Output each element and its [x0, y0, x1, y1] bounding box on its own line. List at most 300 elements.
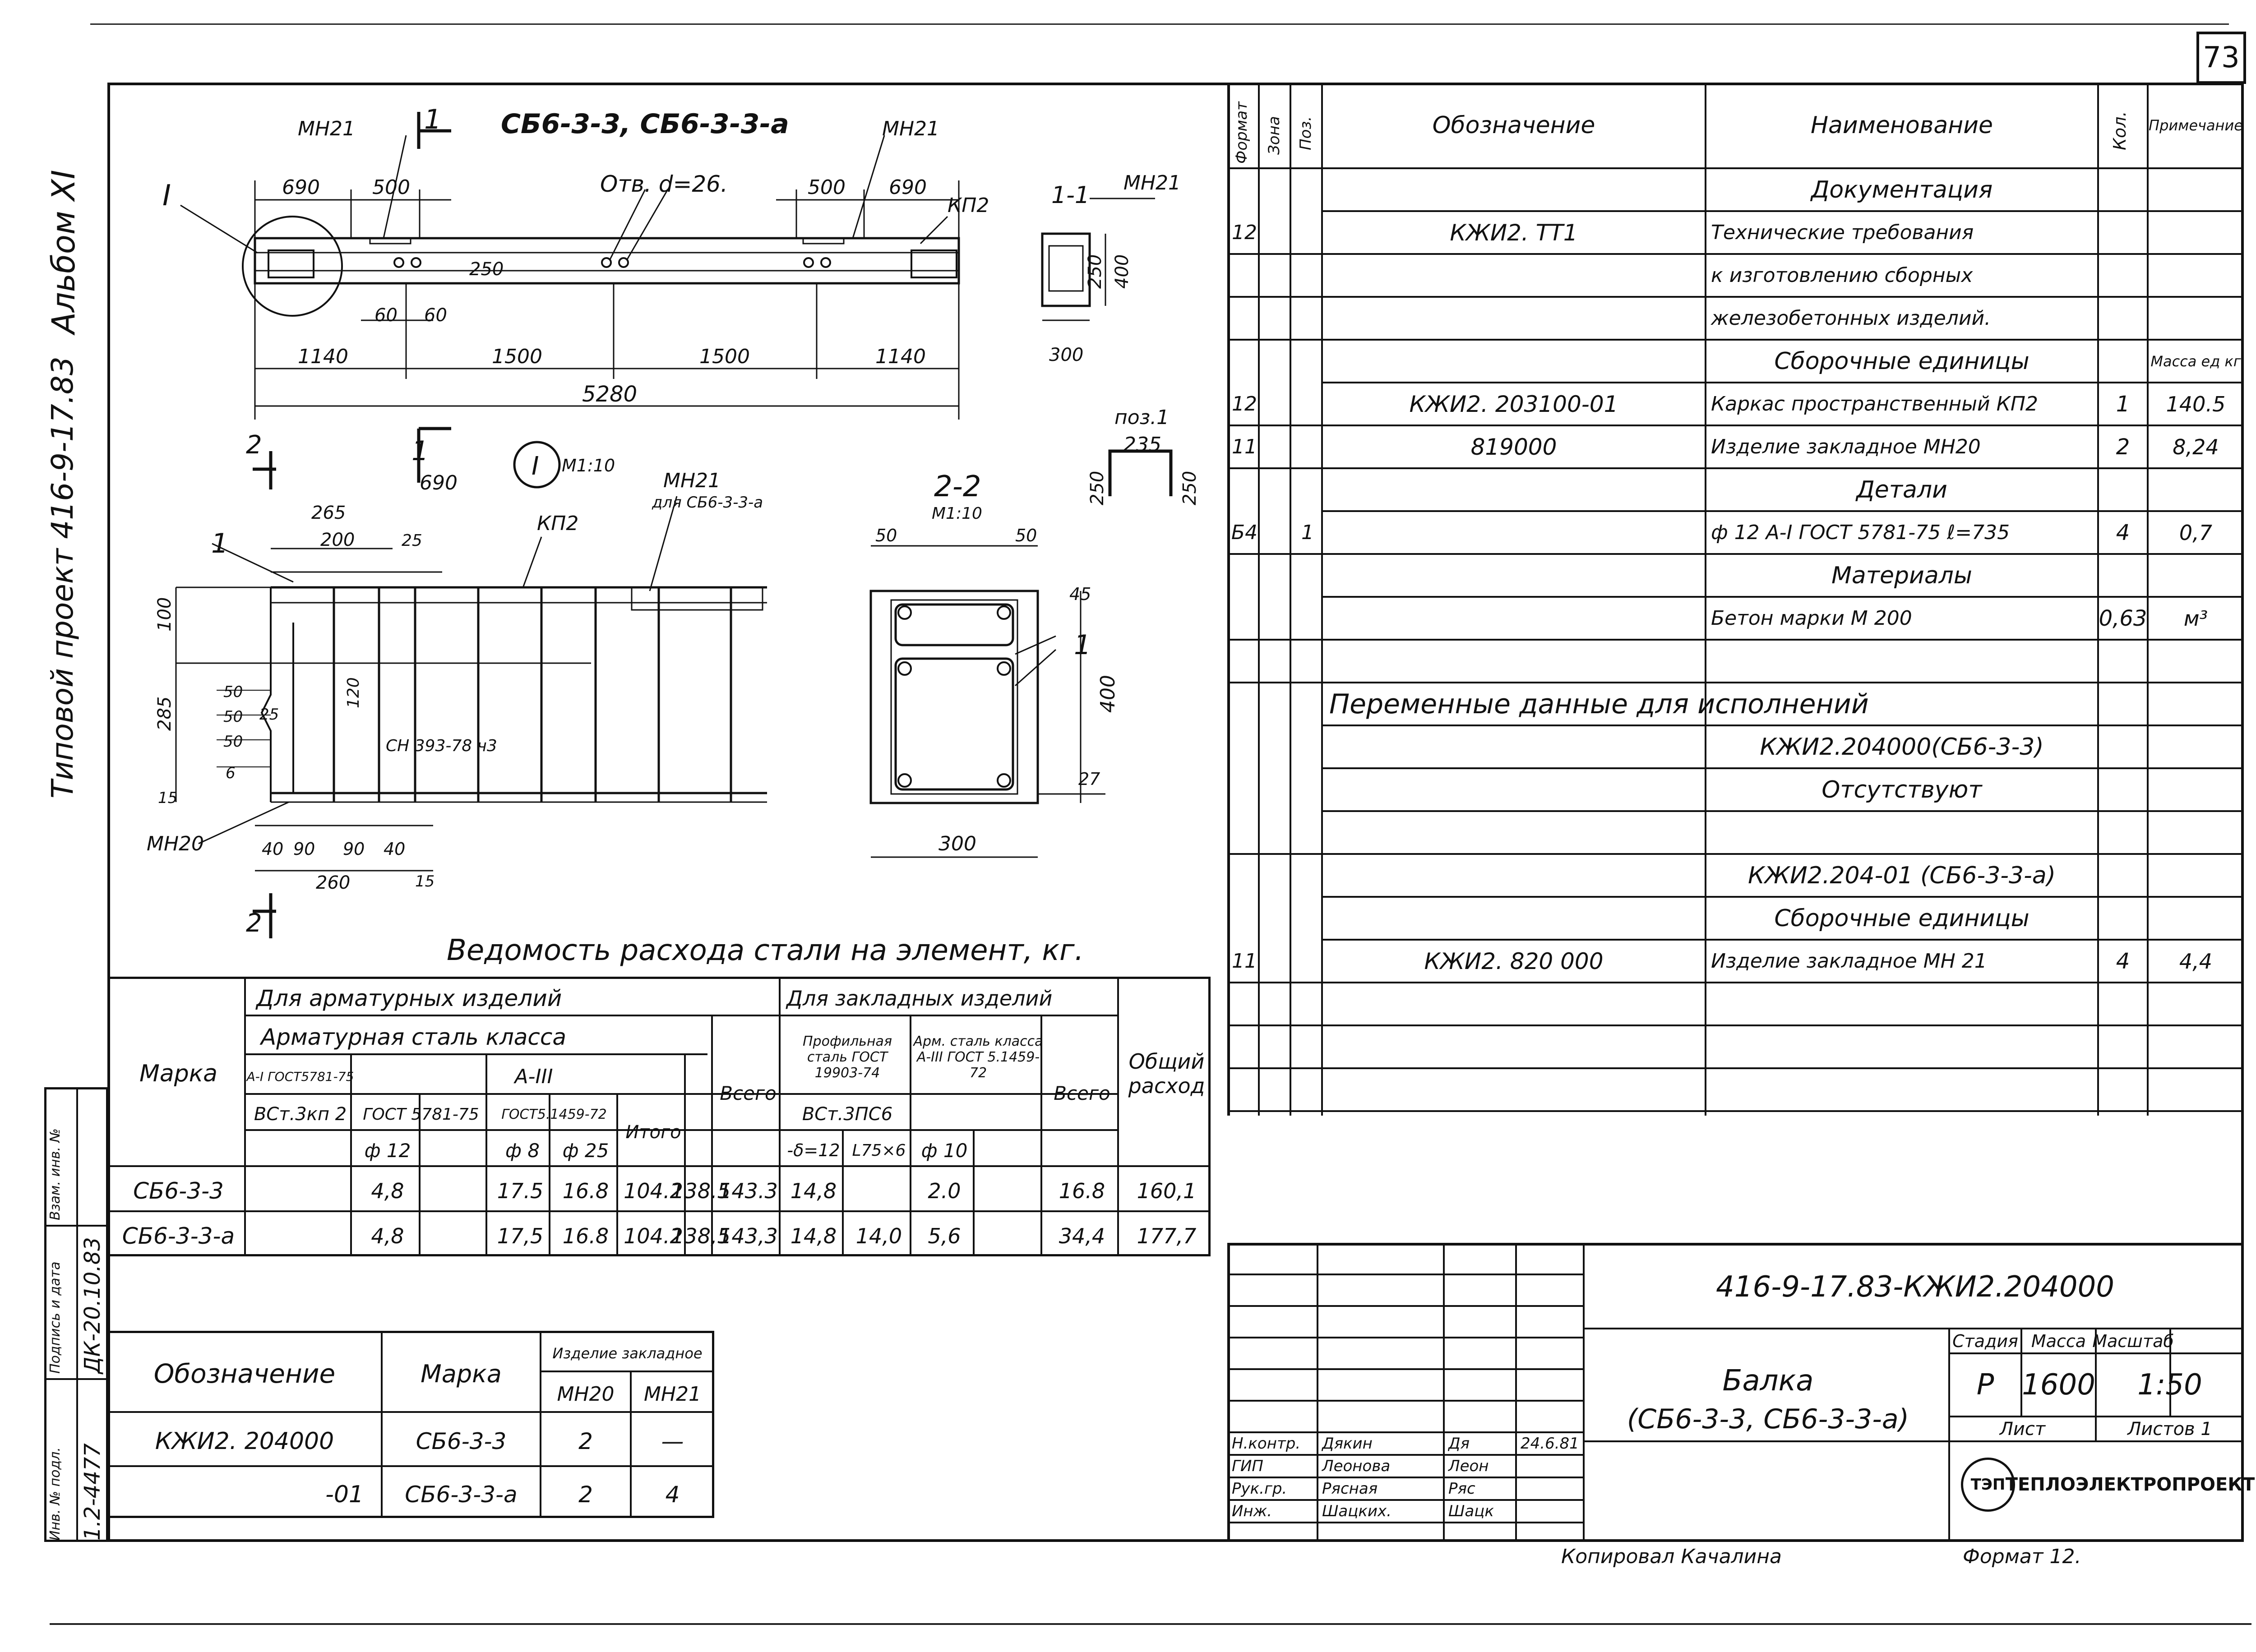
- title-stage-header: Стадия: [1952, 1331, 2018, 1351]
- s11-dim-300: 300: [1049, 345, 1084, 365]
- steel-row-cell: 143,3: [718, 1224, 778, 1248]
- spec-cell-r: 0,7: [2179, 520, 2213, 545]
- spec-cell-q: [2098, 1025, 2148, 1068]
- steel-row-cell: 17.5: [497, 1179, 544, 1203]
- steel-h-arm-class: Арматурная сталь класса: [261, 1024, 567, 1050]
- spec-cell-d: [1322, 597, 1706, 640]
- spec-cell-p: [1290, 1068, 1325, 1111]
- spec-cell-q: [2098, 854, 2148, 897]
- spec-cell-d: [1322, 297, 1706, 340]
- detail-scale: М1:10: [562, 456, 615, 475]
- spec-cell-p: [1290, 640, 1325, 683]
- spec-cell-r: [2148, 725, 2244, 768]
- pos1-label: поз.1: [1114, 406, 1170, 429]
- spec-cell-p: [1290, 854, 1325, 897]
- spec-cell-d: [1322, 468, 1706, 511]
- detail-mh20: МН20: [147, 832, 204, 855]
- spec-cell-d: [1322, 768, 1706, 811]
- spec-cell-r: [2148, 640, 2244, 683]
- dim-overall: 5280: [582, 382, 638, 407]
- spec-cell-r: [2148, 297, 2244, 340]
- page-number: 73: [2203, 41, 2240, 74]
- spec-cell-r: [2148, 554, 2244, 597]
- steel-h-g5781: ГОСТ 5781-75: [363, 1105, 479, 1124]
- steel-table-title: Ведомость расхода стали на элемент, кг.: [447, 934, 1084, 967]
- s22-dim-50-a: 50: [875, 526, 897, 545]
- s22-dim-50-b: 50: [1015, 526, 1037, 545]
- spec-cell-q: [2098, 640, 2148, 683]
- spec-cell-d: 819000: [1470, 434, 1557, 460]
- steel-row-cell: 5,6: [928, 1224, 961, 1248]
- steel-row-cell: 138.5: [671, 1179, 730, 1203]
- spec-cell-r: [2148, 1068, 2244, 1111]
- steel-h-marka: Марка: [139, 1060, 217, 1087]
- sign-value: ДК-20.10.83: [80, 1237, 105, 1374]
- spec-cell-d: [1322, 1068, 1706, 1111]
- section-1-1-mh21: МН21: [1123, 171, 1181, 194]
- spec-cell-q: [2098, 683, 2148, 725]
- dim-top-500-right: 500: [808, 176, 846, 199]
- person-role: Н.контр.: [1232, 1435, 1301, 1453]
- person-date: [1516, 1477, 1584, 1500]
- detail-dim-90-a: 90: [293, 839, 315, 859]
- small-row-1-marka: СБ6-3-3: [416, 1428, 507, 1454]
- spec-cell-r: [2148, 254, 2244, 297]
- title-name2: (СБ6-3-3, СБ6-3-3-а): [1627, 1403, 1909, 1435]
- spec-cell-f: [1227, 597, 1262, 640]
- spec-cell-n: КЖИ2.204000(СБ6-3-3): [1760, 733, 2044, 761]
- beam-drawing: [0, 0, 1227, 983]
- spec-cell-f: [1227, 297, 1262, 340]
- small-h-embedded: Изделие закладное: [552, 1345, 703, 1362]
- spec-cell-f: [1227, 854, 1262, 897]
- dim-top-500-left: 500: [372, 176, 410, 199]
- spec-cell-f: [1227, 725, 1262, 768]
- detail-690: 690: [420, 471, 458, 494]
- spec-cell-f: 11: [1232, 435, 1257, 458]
- spec-cell-n: Переменные данные для исполнений: [1329, 688, 1869, 720]
- dim-bottom-1140-left: 1140: [298, 345, 348, 368]
- spec-h-name: Наименование: [1810, 112, 1993, 139]
- detail-mh21-note: для СБ6-3-3-а: [652, 494, 763, 512]
- inv-value: 1.2-4477: [80, 1443, 105, 1541]
- steel-row-cell: 14,8: [790, 1179, 837, 1203]
- dim-bottom-1140-right: 1140: [875, 345, 926, 368]
- spec-cell-p: [1290, 168, 1325, 211]
- person-sign: Шацк: [1448, 1502, 1494, 1520]
- project-label: Типовой проект 416-9-17.83: [45, 356, 80, 798]
- steel-h-delta: -δ=12: [787, 1140, 840, 1160]
- spec-cell-q: [2098, 168, 2148, 211]
- spec-cell-p: [1290, 983, 1325, 1025]
- spec-cell-f: [1227, 897, 1262, 940]
- person-sign: Дя: [1448, 1435, 1470, 1453]
- spec-cell-q: 4: [2116, 520, 2130, 545]
- label-big-I: I: [162, 179, 171, 212]
- title-code: 416-9-17.83-КЖИ2.204000: [1716, 1270, 2114, 1304]
- steel-row-cell: 17,5: [497, 1224, 544, 1248]
- spec-cell-f: [1227, 640, 1262, 683]
- spec-cell-p: [1290, 554, 1325, 597]
- detail-dim-50-a: 50: [223, 683, 243, 701]
- person-role: ГИП: [1232, 1457, 1263, 1475]
- spec-cell-f: [1227, 168, 1262, 211]
- steel-row-cell: 14,0: [855, 1224, 902, 1248]
- spec-cell-r: 140.5: [2166, 392, 2226, 416]
- dim-60-a: 60: [374, 305, 398, 326]
- steel-row-cell: 104.2: [624, 1224, 683, 1248]
- spec-cell-r: [2148, 168, 2244, 211]
- person-date: 24.6.81: [1521, 1435, 1579, 1453]
- steel-h-d25: ф 25: [562, 1139, 609, 1162]
- spec-cell-p: [1290, 254, 1325, 297]
- small-h-mh20: МН20: [557, 1382, 615, 1406]
- steel-h-a1: А-I ГОСТ5781-75: [246, 1069, 354, 1084]
- steel-row-cell: 177,7: [1137, 1224, 1197, 1248]
- steel-h-vst: ВСт.3кп 2: [254, 1104, 347, 1125]
- s22-dim-300: 300: [938, 832, 976, 855]
- spec-cell-p: [1290, 940, 1325, 983]
- spec-cell-q: 4: [2116, 948, 2130, 974]
- spec-cell-q: 0,63: [2099, 605, 2147, 631]
- spec-cell-n: Документация: [1811, 176, 1993, 203]
- detail-dim-100: 100: [154, 597, 175, 632]
- s11-dim-250: 250: [1085, 254, 1105, 289]
- dim-top-690-left: 690: [282, 176, 320, 199]
- spec-cell-f: [1227, 254, 1262, 297]
- person-name: Дякин: [1322, 1435, 1373, 1453]
- spec-cell-p: [1290, 683, 1325, 725]
- person-sign: Ряс: [1448, 1480, 1475, 1498]
- spec-cell-q: [2098, 254, 2148, 297]
- steel-h-itogo: Итого: [625, 1122, 681, 1143]
- person-name: Леонова: [1322, 1457, 1391, 1475]
- title-mass: 1600: [2022, 1368, 2095, 1402]
- spec-cell-d: [1322, 1025, 1706, 1068]
- spec-cell-n: [1706, 640, 2098, 683]
- spec-cell-d: [1322, 983, 1706, 1025]
- dim-bottom-1500-a: 1500: [492, 345, 542, 368]
- spec-table: [1227, 83, 2244, 1116]
- small-row-1-mh20: 2: [578, 1428, 593, 1454]
- spec-cell-d: [1322, 511, 1706, 554]
- spec-cell-r: 4,4: [2179, 949, 2213, 974]
- dim-top-690-right: 690: [889, 176, 927, 199]
- inv-dup-label: Взам. инв. №: [47, 1128, 63, 1220]
- steel-h-arm-st: Арм. сталь класса А-III ГОСТ 5.1459-72: [913, 1033, 1043, 1081]
- spec-cell-p: 1: [1301, 521, 1314, 544]
- pos1-dim-235: 235: [1123, 433, 1161, 456]
- title-scale-header: Масштаб: [2092, 1331, 2174, 1351]
- spec-cell-d: [1322, 168, 1706, 211]
- spec-cell-d: КЖИ2. ТТ1: [1450, 219, 1578, 246]
- spec-cell-r: м³: [2183, 606, 2208, 631]
- mh21-right-label: МН21: [882, 117, 940, 140]
- mh21-left-label: МН21: [298, 117, 356, 140]
- spec-cell-q: 1: [2116, 391, 2130, 417]
- spec-h-pos: Поз.: [1297, 116, 1315, 150]
- spec-cell-f: [1227, 1068, 1262, 1111]
- dim-250: 250: [469, 259, 504, 280]
- steel-row-cell: 14,8: [790, 1224, 837, 1248]
- spec-cell-q: [2098, 725, 2148, 768]
- label-1-mid: 1: [411, 435, 429, 467]
- steel-h-total: Общий расход: [1128, 1049, 1205, 1098]
- spec-cell-f: [1227, 554, 1262, 597]
- spec-cell-d: КЖИ2. 820 000: [1424, 948, 1604, 974]
- spec-cell-n: к изготовлению сборных: [1711, 264, 1973, 287]
- spec-cell-n: Сборочные единицы: [1774, 904, 2029, 932]
- dim-60-b: 60: [424, 305, 447, 326]
- spec-cell-q: [2098, 1068, 2148, 1111]
- person-sign: Леон: [1448, 1457, 1489, 1475]
- steel-row-cell: 34,4: [1059, 1224, 1105, 1248]
- steel-h-d12: ф 12: [364, 1139, 411, 1162]
- spec-h-format: Формат: [1233, 102, 1251, 164]
- spec-cell-p: [1290, 1025, 1325, 1068]
- spec-cell-d: [1322, 725, 1706, 768]
- spec-cell-d: [1322, 811, 1706, 854]
- spec-cell-f: 12: [1232, 221, 1257, 244]
- spec-cell-q: [2098, 340, 2148, 383]
- steel-row-cell: 4,8: [371, 1224, 404, 1248]
- spec-cell-n: [1706, 983, 2098, 1025]
- album-label: Альбом XI: [45, 170, 82, 334]
- spec-cell-d: [1322, 340, 1706, 383]
- spec-cell-p: [1290, 468, 1325, 511]
- spec-cell-r: [2148, 854, 2244, 897]
- page-number-box: [2196, 32, 2246, 84]
- spec-cell-n: Каркас пространственный КП2: [1711, 392, 2038, 415]
- spec-cell-p: [1290, 897, 1325, 940]
- spec-cell-q: [2098, 983, 2148, 1025]
- side-stamp: [44, 1087, 108, 1542]
- spec-cell-n: [1706, 1025, 2098, 1068]
- spec-cell-q: [2098, 811, 2148, 854]
- s11-dim-400: 400: [1112, 254, 1133, 289]
- spec-cell-n: Технические требования: [1711, 221, 1974, 244]
- spec-cell-r: 8,24: [2173, 434, 2219, 459]
- spec-cell-p: [1290, 425, 1325, 468]
- spec-cell-n: Материалы: [1831, 562, 1972, 589]
- spec-cell-f: [1227, 768, 1262, 811]
- detail-dim-50-c: 50: [223, 733, 243, 751]
- copied-by: Копировал Качалина: [1561, 1545, 1782, 1568]
- spec-cell-d: [1322, 254, 1706, 297]
- spec-cell-p: [1290, 297, 1325, 340]
- spec-cell-n: Изделие закладное МН 21: [1711, 950, 1987, 973]
- spec-cell-f: [1227, 811, 1262, 854]
- spec-cell-f: [1227, 683, 1262, 725]
- title-mass-header: Масса: [2031, 1331, 2086, 1351]
- detail-dim-6: 6: [226, 764, 236, 782]
- spec-cell-r: [2148, 1025, 2244, 1068]
- spec-cell-n: Изделие закладное МН20: [1711, 435, 1981, 458]
- label-2-top: 2: [246, 430, 262, 460]
- spec-cell-n: КЖИ2.204-01 (СБ6-3-3-а): [1747, 862, 2056, 889]
- org-logo-letters: ТЭП: [1970, 1476, 2006, 1494]
- steel-row-cell: 16.8: [562, 1179, 609, 1203]
- steel-h-d10: ф 10: [921, 1139, 968, 1162]
- title-name: Балка: [1722, 1364, 1814, 1398]
- kp2-label: КП2: [948, 194, 989, 217]
- steel-row-cell: 16.8: [562, 1224, 609, 1248]
- spec-cell-d: [1322, 897, 1706, 940]
- steel-h-vsego: Всего: [720, 1082, 777, 1104]
- steel-h-a3: А-III: [514, 1065, 553, 1088]
- spec-cell-n: железобетонных изделий.: [1711, 307, 1991, 330]
- title-scale: 1:50: [2137, 1368, 2202, 1402]
- spec-cell-p: [1290, 597, 1325, 640]
- drawing-title: СБ6-3-3, СБ6-3-3-а: [501, 108, 789, 140]
- title-sheet: Лист: [1999, 1418, 2046, 1440]
- embedded-parts-table: [107, 1331, 714, 1518]
- detail-mh21: МН21: [663, 469, 721, 492]
- org-name: ТЕПЛОЭЛЕКТРОПРОЕКТ: [2005, 1474, 2255, 1495]
- spec-cell-p: [1290, 768, 1325, 811]
- spec-cell-q: [2098, 897, 2148, 940]
- steel-h-emb-group: Для закладных изделий: [786, 986, 1053, 1011]
- spec-cell-f: 12: [1232, 392, 1257, 415]
- spec-cell-f: [1227, 983, 1262, 1025]
- spec-cell-d: [1322, 854, 1706, 897]
- detail-dim-200: 200: [320, 530, 355, 550]
- s22-dim-27: 27: [1078, 769, 1100, 789]
- spec-cell-q: 2: [2116, 434, 2130, 460]
- steel-h-arm-group: Для арматурных изделий: [256, 985, 562, 1011]
- steel-h-d8: ф 8: [505, 1139, 540, 1162]
- hole-label: Отв. d=26.: [600, 171, 728, 197]
- spec-cell-n: Сборочные единицы: [1774, 347, 2029, 375]
- detail-dim-285: 285: [154, 696, 175, 731]
- detail-dim-40-a: 40: [262, 839, 284, 859]
- spec-cell-p: [1290, 725, 1325, 768]
- spec-cell-f: Б4: [1231, 521, 1258, 544]
- detail-dim-120: 120: [344, 677, 363, 708]
- steel-h-vsego2: Всего: [1054, 1082, 1110, 1104]
- detail-label-1: 1: [211, 528, 229, 559]
- steel-row-cell: 143.3: [718, 1179, 778, 1203]
- spec-h-qty: Кол.: [2110, 111, 2130, 150]
- detail-dim-50-b: 50: [223, 708, 243, 726]
- label-2-bottom: 2: [246, 909, 262, 938]
- steel-h-vst3: ВСт.3ПС6: [802, 1104, 893, 1125]
- spec-cell-r: [2148, 768, 2244, 811]
- person-name: Рясная: [1322, 1480, 1378, 1498]
- person-role: Инж.: [1232, 1502, 1272, 1520]
- section-1-1-title: 1-1: [1051, 182, 1090, 209]
- section-2-2-scale: М1:10: [932, 504, 982, 523]
- inv-orig-label: Инв. № подл.: [47, 1447, 63, 1541]
- spec-cell-q: [2098, 211, 2148, 254]
- label-section-1-top: 1: [424, 104, 442, 135]
- detail-I-label: I: [532, 452, 539, 481]
- dim-bottom-1500-b: 1500: [699, 345, 750, 368]
- detail-dim-25: 25: [402, 531, 422, 550]
- steel-h-l75: L75×6: [852, 1141, 906, 1160]
- spec-cell-p: [1290, 340, 1325, 383]
- s22-dim-45: 45: [1069, 584, 1091, 604]
- title-stage: Р: [1976, 1368, 1994, 1402]
- person-name: Шацких.: [1322, 1502, 1392, 1520]
- person-role: Рук.гр.: [1232, 1480, 1287, 1498]
- format-label: Формат 12.: [1963, 1545, 2081, 1568]
- spec-cell-r: [2148, 211, 2244, 254]
- small-row-1-designation: КЖИ2. 204000: [155, 1428, 334, 1455]
- spec-cell-r: [2148, 983, 2244, 1025]
- spec-h-designation: Обозначение: [1432, 112, 1595, 139]
- spec-cell-f: [1227, 340, 1262, 383]
- small-row-2-marka: СБ6-3-3-а: [405, 1481, 518, 1508]
- small-row-1-mh21: —: [661, 1428, 684, 1454]
- small-h-mh21: МН21: [643, 1382, 702, 1406]
- steel-h-g51459: ГОСТ5.1459-72: [501, 1106, 607, 1122]
- spec-cell-f: 11: [1232, 950, 1257, 973]
- detail-dim-260: 260: [316, 872, 351, 893]
- spec-cell-n: [1706, 811, 2098, 854]
- steel-row-cell: 160,1: [1137, 1179, 1197, 1203]
- steel-row-mark: СБ6-3-3-а: [122, 1223, 235, 1249]
- steel-row-cell: 138,5: [671, 1224, 730, 1248]
- spec-cell-r: Масса ед кг: [2150, 352, 2241, 370]
- spec-cell-r: [2148, 811, 2244, 854]
- small-row-2-mh20: 2: [578, 1481, 593, 1508]
- detail-dim-15: 15: [158, 789, 178, 807]
- person-date: [1516, 1455, 1584, 1477]
- spec-cell-p: [1290, 383, 1325, 425]
- spec-cell-n: Отсутствуют: [1821, 776, 1982, 803]
- title-block: [1227, 1243, 2255, 1542]
- bottom-border-line: [50, 1623, 2251, 1625]
- steel-row-cell: 4,8: [371, 1179, 404, 1203]
- detail-dim-40-b: 40: [384, 839, 406, 859]
- steel-row-cell: 16.8: [1059, 1179, 1105, 1203]
- detail-dim-90-b: 90: [343, 839, 365, 859]
- person-date: [1516, 1500, 1584, 1523]
- detail-dim-15b: 15: [415, 872, 435, 891]
- pos1-dim-250-left: 250: [1087, 471, 1108, 505]
- spec-cell-d: КЖИ2. 203100-01: [1409, 391, 1618, 417]
- spec-cell-d: [1322, 554, 1706, 597]
- detail-dim-25b: 25: [259, 706, 279, 724]
- spec-cell-n: Бетон марки М 200: [1711, 607, 1912, 630]
- detail-kp2: КП2: [537, 512, 579, 535]
- title-sheets: Листов 1: [2127, 1418, 2212, 1440]
- small-row-2-mh21: 4: [665, 1481, 680, 1508]
- sign-date-label: Подпись и дата: [47, 1261, 63, 1374]
- s22-dim-400: 400: [1096, 675, 1119, 713]
- small-h-marka: Марка: [421, 1359, 502, 1388]
- spec-cell-q: [2098, 468, 2148, 511]
- spec-cell-q: [2098, 297, 2148, 340]
- s22-label-1: 1: [1074, 629, 1091, 661]
- spec-cell-r: [2148, 468, 2244, 511]
- steel-h-prof: Профильная сталь ГОСТ 19903-74: [802, 1033, 892, 1081]
- spec-cell-n: ф 12 А-I ГОСТ 5781-75 ℓ=735: [1711, 521, 2010, 544]
- spec-h-zone: Зона: [1265, 116, 1283, 155]
- steel-row-cell: [845, 1168, 913, 1214]
- steel-row-mark: СБ6-3-3: [133, 1178, 224, 1204]
- steel-table: [107, 977, 1211, 1256]
- detail-dim-265: 265: [311, 503, 346, 523]
- spec-cell-n: Детали: [1856, 476, 1947, 503]
- section-2-2-title: 2-2: [934, 470, 981, 503]
- detail-cn: СН 393-78 ч3: [386, 737, 497, 755]
- steel-row-cell: 2.0: [928, 1179, 961, 1203]
- small-row-2-designation: -01: [325, 1481, 364, 1508]
- spec-cell-r: [2148, 683, 2244, 725]
- spec-cell-q: [2098, 554, 2148, 597]
